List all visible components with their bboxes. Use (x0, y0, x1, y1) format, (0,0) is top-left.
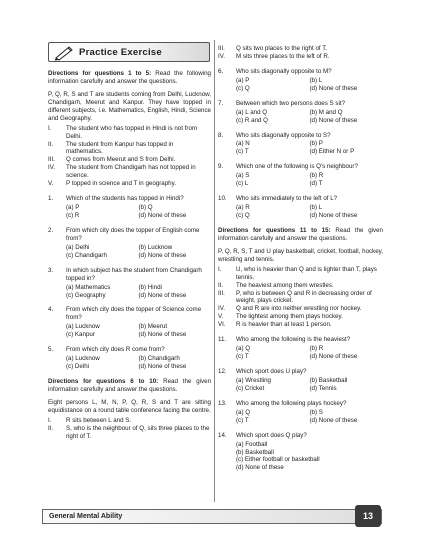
fact-numeral: VI. (218, 321, 226, 329)
question-options (236, 109, 383, 125)
option: (d) None of these (138, 331, 187, 339)
question-text: Which one of the following is Q's neighbour? (236, 163, 358, 171)
question-item (218, 336, 383, 344)
fact-item (218, 266, 383, 282)
question-item (218, 368, 383, 376)
option: (c) Delhi (66, 363, 90, 371)
question-text: From which city does R come from? (66, 346, 165, 354)
question-item (218, 195, 383, 203)
option: (a) Lucknow (66, 323, 100, 331)
fact-text: The student from Kanpur has topped in mathematics. (66, 140, 174, 156)
fact-text: Q sits two places to the right of T. (236, 45, 328, 52)
fact-text: The student who has topped in Hindi is not from Delhi. (66, 124, 198, 140)
option: (d) Either N or P (309, 148, 355, 156)
facts-list-2-continued (218, 45, 383, 61)
fact-numeral: V. (48, 180, 54, 188)
question-options (66, 323, 211, 339)
option: (c) T (236, 148, 249, 156)
option: (c) Kanpur (66, 331, 95, 339)
option: (b) Meerut (138, 323, 168, 331)
fact-item (48, 141, 211, 157)
option: (b) Lucknow (138, 243, 173, 251)
column-divider (214, 40, 215, 502)
question-options (236, 441, 383, 473)
question-number: 8. (218, 131, 224, 139)
question-number: 4. (48, 306, 54, 314)
question-item (218, 400, 383, 408)
fact-item (218, 290, 383, 306)
fact-item (218, 282, 383, 290)
option: (d) None of these (138, 363, 187, 371)
fact-item (48, 164, 211, 180)
question-options (236, 377, 383, 393)
option: (b) Basketball (309, 376, 348, 384)
question-number: 7. (218, 99, 224, 107)
questions-11-13 (218, 336, 383, 424)
passage-3: P, Q, R, S, T and U play basketball, cricket, football, hockey, wrestling and tennis. (218, 247, 383, 263)
fact-numeral: IV. (48, 164, 55, 172)
fact-text: S, who is the neighbour of Q, sits three places to the right of T. (66, 424, 210, 440)
option: (c) Geography (66, 291, 106, 299)
question-number: 2. (48, 226, 54, 234)
facts-list-1 (48, 125, 211, 189)
fact-text: P, who is between Q and R in decreasing order of weight, plays cricket. (236, 289, 372, 305)
section-banner (48, 42, 210, 62)
question-options (236, 140, 383, 156)
question-number: 12. (218, 368, 227, 375)
question-number: 3. (48, 266, 54, 274)
option: (a) Mathematics (66, 283, 111, 291)
option: (a) N (236, 140, 250, 148)
question-number: 11. (218, 336, 227, 344)
option: (b) S (309, 408, 323, 416)
question-number: 10. (218, 195, 227, 203)
fact-numeral: V. (218, 313, 224, 321)
question-item (48, 227, 211, 243)
option: (b) Chandigarh (138, 355, 180, 363)
questions-1-5 (48, 195, 211, 371)
option: (c) L (236, 180, 249, 188)
fact-item (218, 53, 383, 61)
passage-2: Eight persons L, M, N, P, Q, R, S and T are sitting equidistance on a round table conference facing the centre. (48, 398, 211, 414)
option: (a) Q (236, 408, 251, 416)
fact-item (48, 417, 211, 425)
fact-numeral: I. (48, 416, 52, 424)
question-number: 1. (48, 195, 54, 203)
question-options (236, 409, 383, 425)
option: (c) T (236, 416, 249, 424)
question-item (48, 195, 211, 203)
option: (d) None of these (138, 212, 187, 219)
question-options (66, 355, 211, 371)
question-item (218, 132, 383, 140)
question-options (236, 172, 383, 188)
fact-item (218, 45, 383, 53)
fact-text: Q comes from Meerut and S from Delhi. (66, 156, 176, 164)
left-column (48, 70, 211, 441)
option: (a) Football (236, 440, 268, 448)
question-text: From which city does the topper of Science come from? (66, 306, 202, 322)
option: (b) L (309, 204, 323, 212)
option: (a) P (236, 76, 250, 84)
fact-text: The lightest among them plays hockey. (236, 313, 343, 321)
question-options (236, 204, 383, 220)
fact-item (218, 313, 383, 321)
fact-item (48, 125, 211, 141)
question-number: 13. (218, 399, 227, 407)
fact-numeral: I. (48, 124, 52, 132)
question-number: 9. (218, 163, 224, 171)
fact-numeral: II. (218, 281, 224, 289)
option: (a) Delhi (66, 243, 90, 251)
question-text: Who among the following is the heaviest? (236, 336, 351, 344)
directions-6-10: Directions for questions 6 to 10: Read the given information carefully and answer the questions. (48, 378, 212, 393)
facts-list-3 (218, 266, 383, 330)
option: (c) R (66, 212, 80, 219)
fact-item (218, 321, 383, 329)
fact-text: R sits between L and S. (66, 416, 132, 424)
option: (d) None of these (138, 291, 187, 299)
directions-11-15: Directions for questions 11 to 15: Read the given information carefully and answer the questions. (218, 226, 383, 242)
page-number: 13 (355, 505, 381, 527)
fact-numeral: I. (218, 265, 222, 273)
question-options (66, 204, 211, 220)
option: (a) R (236, 204, 250, 212)
fact-text: Q and R are into neither wrestling nor hockey. (236, 305, 362, 313)
option: (c) Cricket (236, 384, 265, 392)
question-text: Who among the following plays hockey? (236, 399, 347, 407)
fact-numeral: III. (218, 45, 225, 52)
footer-subject: General Mental Ability (49, 513, 123, 520)
option: (b) P (309, 140, 323, 148)
fact-text: P topped in science and T in geography. (66, 180, 176, 188)
option: (a) S (236, 172, 250, 180)
fact-item (48, 180, 211, 188)
option: (c) Chandigarh (66, 251, 107, 259)
option: (d) Tennis (309, 384, 337, 392)
directions-1-5: Directions for questions 1 to 5: Read the following information carefully and answer the questions. (48, 70, 211, 85)
option: (b) Basketball (236, 448, 274, 456)
option: (d) None of these (309, 84, 358, 92)
question-item (218, 100, 383, 108)
option: (c) T (236, 353, 249, 361)
option: (d) None of these (309, 353, 358, 361)
question-item (48, 306, 211, 322)
option: (d) None of these (309, 416, 358, 424)
fact-item (48, 425, 211, 441)
option: (a) Wrestling (236, 376, 271, 384)
footer-bar (42, 509, 382, 524)
question-item (218, 68, 383, 76)
option: (b) R (309, 345, 324, 353)
question-number: 6. (218, 67, 224, 75)
question-text: Which of the students has topped in Hindi? (66, 195, 184, 203)
fact-numeral: III. (218, 289, 225, 297)
fact-item (218, 305, 383, 313)
fact-numeral: II. (48, 140, 54, 148)
option: (b) L (309, 76, 323, 84)
option: (c) Either football or basketball (236, 456, 320, 464)
option: (a) Lucknow (66, 355, 100, 363)
fact-numeral: IV. (218, 305, 225, 313)
pen-icon (53, 45, 75, 61)
option: (a) L and Q (236, 108, 268, 116)
option: (c) Q (236, 212, 250, 219)
questions-6-10 (218, 68, 383, 220)
question-item (48, 346, 211, 354)
option: (d) None of these (236, 464, 284, 472)
option: (c) Q (236, 84, 250, 92)
question-number: 5. (48, 346, 54, 354)
option: (b) R (309, 172, 324, 180)
question-text: Between which two persons does S sit? (236, 99, 346, 107)
option: (b) Q (138, 204, 153, 212)
fact-numeral: IV. (218, 52, 225, 60)
question-options (236, 345, 383, 361)
right-column (218, 45, 383, 479)
fact-text: M sits three places to the left of R. (236, 52, 330, 60)
fact-text: R is heavier than at least 1 person. (236, 321, 332, 329)
question-text: From which city does the topper of English come from? (66, 226, 200, 242)
banner-title: Practice Exercise (79, 47, 162, 58)
passage-1: P, Q, R, S and T are students coming from Delhi, Lucknow, Chandigarh, Meerut and Kanpur. They have topped in different subjects, i.e. Mathematics, English, Hindi, Science and Geography. (48, 90, 211, 122)
question-text: Which sport does U play? (236, 368, 307, 375)
option: (d) T (309, 180, 323, 188)
fact-text: The heaviest among them wrestles. (236, 281, 334, 289)
question-text: In which subject has the student from Chandigarh topped in? (66, 266, 202, 282)
facts-list-2 (48, 417, 211, 441)
option: (b) M and Q (309, 108, 343, 116)
option: (a) P (66, 204, 80, 212)
question-item: 14. Which sport does Q play? (218, 431, 307, 439)
question-text: Who sits diagonally opposite to M? (236, 67, 332, 75)
option: (b) Hindi (138, 283, 162, 291)
fact-text: U, who is heavier than Q and is lighter than T, plays tennis. (236, 265, 377, 281)
question-options (236, 77, 383, 93)
question-item (218, 163, 383, 171)
question-item (48, 267, 211, 283)
question-options (66, 284, 211, 300)
option: (a) Q (236, 345, 251, 353)
fact-numeral: III. (48, 156, 55, 164)
option: (d) None of these (138, 251, 187, 259)
question-text: Who sits diagonally opposite to S? (236, 131, 331, 139)
fact-item (48, 156, 211, 164)
question-text: Who sits immediately to the left of L? (236, 195, 338, 203)
question-options (66, 244, 211, 260)
option: (d) None of these (309, 212, 358, 219)
option: (c) R and Q (236, 116, 268, 124)
option: (d) None of these (309, 116, 358, 124)
fact-text: The student from Chandigarh has not topped in science. (66, 164, 196, 180)
fact-numeral: II. (48, 424, 54, 432)
